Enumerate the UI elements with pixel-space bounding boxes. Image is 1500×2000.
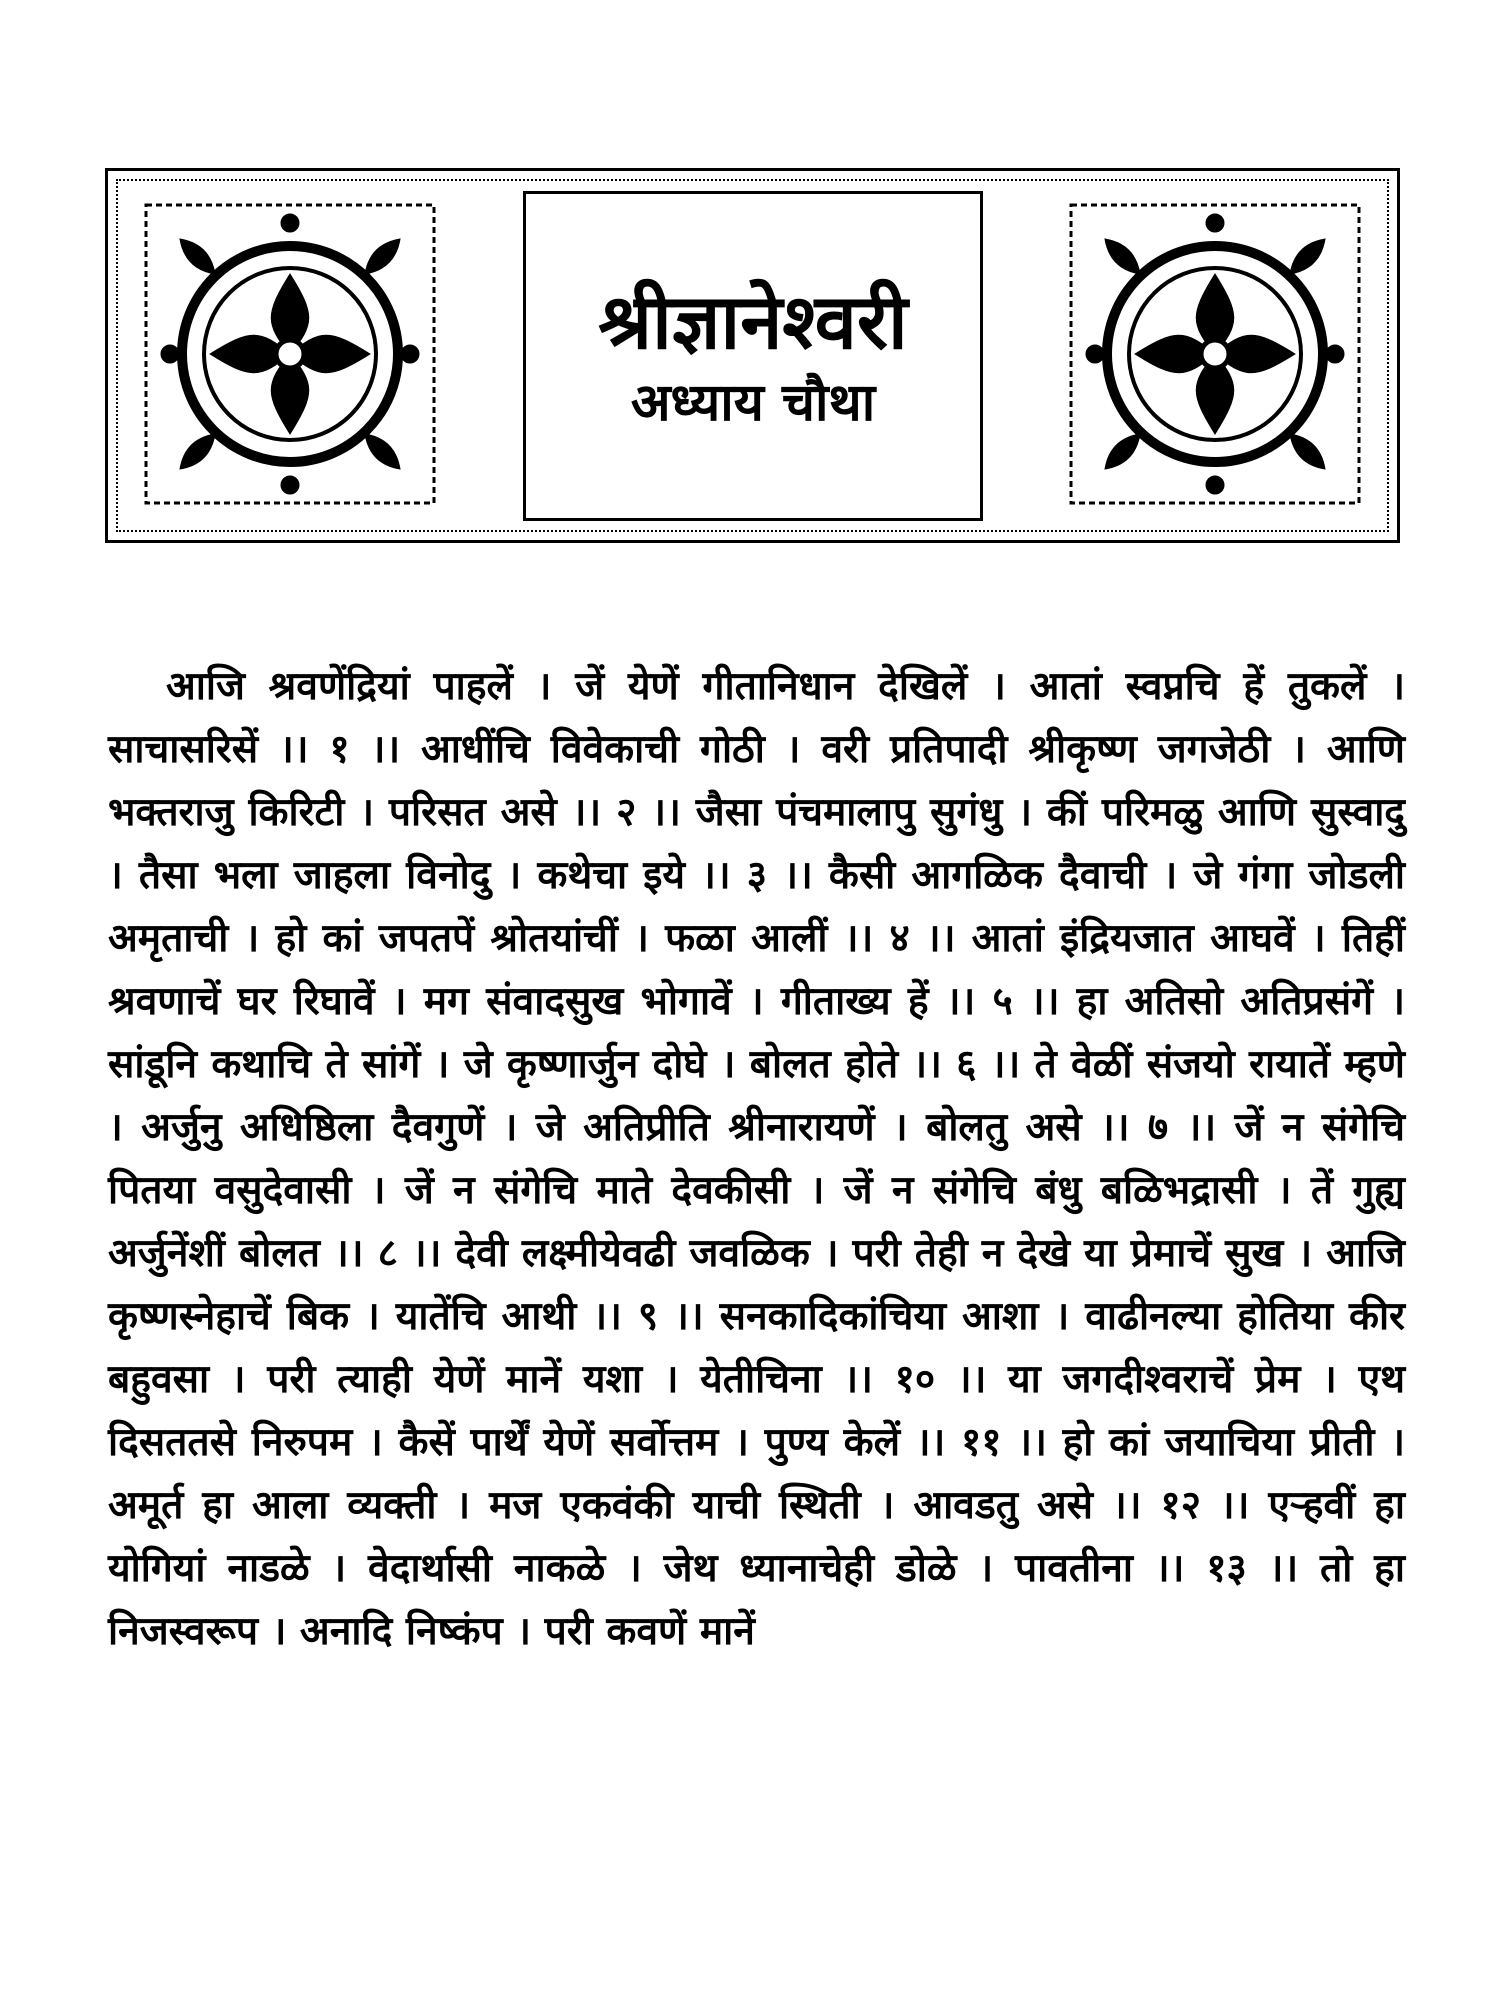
floral-ornament-icon (1065, 199, 1365, 509)
title-panel (523, 191, 983, 521)
page-title: श्रीज्ञानेश्वरी (598, 277, 908, 367)
floral-ornament-icon (140, 199, 440, 509)
header-frame (105, 168, 1400, 543)
chapter-subtitle: अध्याय चौथा (630, 372, 876, 433)
verse-text: आजि श्रवणेंद्रियां पाहलें । जें येणें गीतानिधान देखिलें । आतां स्वप्नचि हें तुकलें । साचासरिसें ।। १ ।। आधींचि विवेकाची गोठी । वरी प्रतिपादी श्रीकृष्ण जगजेठी । आणि भक्तराजु किरिटी । परिसत असे ।। २ ।। जैसा पंचमालापु सुगंधु । कीं परिमळु आणि सुस्वादु । तैसा भला जाहला विनोदु । कथेचा इये ।। ३ ।। कैसी आगळिक दैवाची । जे गंगा जोडली अमृताची । हो कां जपतपें श्रोतयांचीं । फळा आलीं ।। ४ ।। आतां इंद्रियजात आघवें । तिहीं श्रवणाचें घर रिघावें । मग संवादसुख भोगावें । गीताख्य हें ।। ५ ।। हा अतिसो अतिप्रसंगें । सांडूनि कथाचि ते सांगें । जे कृष्णार्जुन दोघे । बोलत होते ।। ६ ।। ते वेळीं संजयो रायातें म्हणे । अर्जुनु अधिष्ठिला दैवगुणें । जे अतिप्रीति श्रीनारायणें । बोलतु असे ।। ७ ।। जें न संगेचि पितया वसुदेवासी । जें न संगेचि माते देवकीसी । जें न संगेचि बंधु बळिभद्रासी । तें गुह्य अर्जुनेंशीं बोलत ।। ८ ।। देवी लक्ष्मीयेवढी जवळिक । परी तेही न देखे या प्रेमाचें सुख । आजि कृष्णस्नेहाचें बिक । यातेंचि आथी ।। ९ ।। सनकादिकांचिया आशा । वाढीनल्या होतिया कीर बहुवसा । परी त्याही येणें मानें यशा । येतीचिना ।। १० ।। या जगदीश्वराचें प्रेम । एथ दिसततसे निरुपम । कैसें पार्थें येणें सर्वोत्तम । पुण्य केलें ।। ११ ।। हो कां जयाचिया प्रीती । अमूर्त हा आला व्यक्ती । मज एकवंकी याची स्थिती । आवडतु असे ।। १२ ।। एऱ्हवीं हा योगियां नाडळे । वेदार्थासी नाकळे । जेथ ध्यानाचेही डोळे । पावतीना ।। १३ ।। तो हा निजस्वरूप । अनादि निष्कंप । परी कवणें मानें (108, 664, 1406, 1654)
